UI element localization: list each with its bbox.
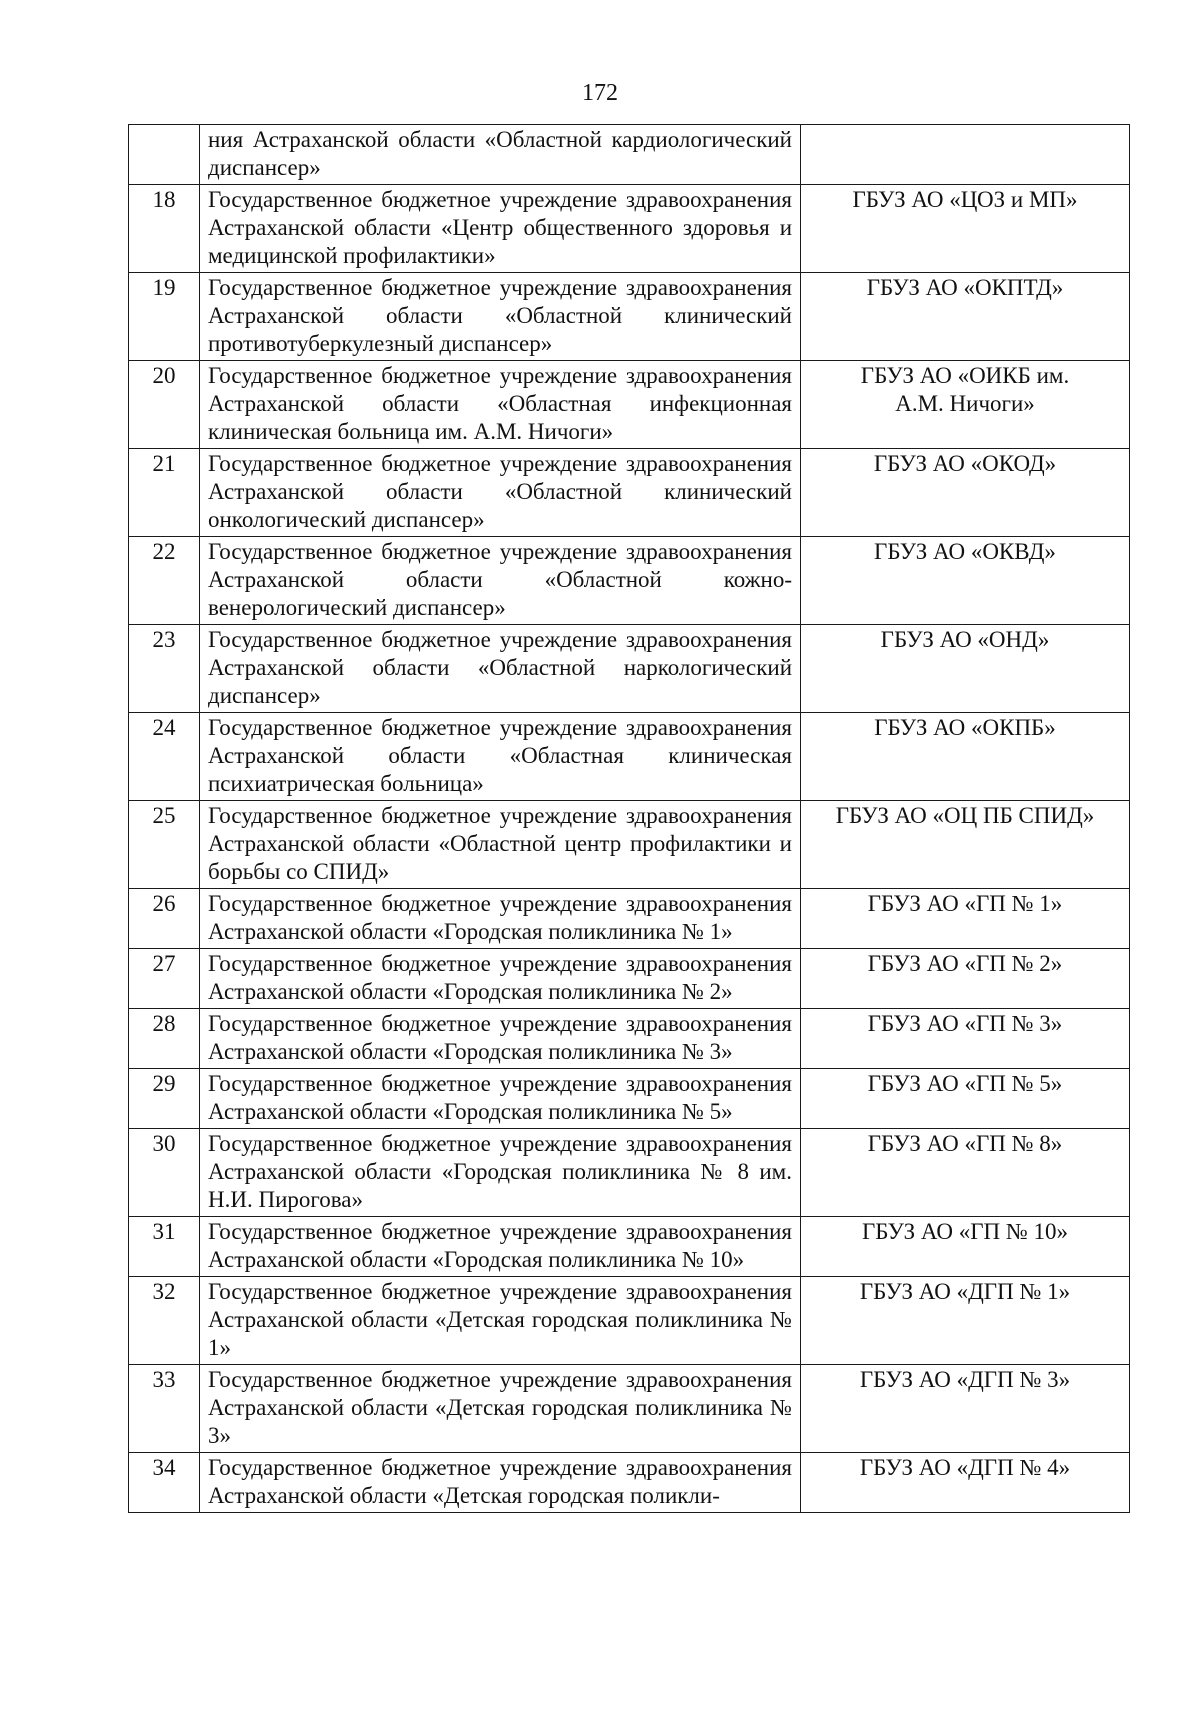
institution-abbreviation	[801, 713, 1130, 801]
row-number: 34	[129, 1453, 200, 1513]
institution-name: Государственное бюджетное учреждение здравоохранения Астраханской области «Детская городская поликлиника № 1»	[200, 1277, 801, 1365]
institution-abbreviation	[801, 1365, 1130, 1453]
abbreviation-text: ГБУЗ АО «ГП № 1»	[867, 891, 1063, 916]
abbreviation-text: ГБУЗ АО «ОКПТД»	[866, 275, 1064, 300]
institution-name: Государственное бюджетное учреждение здравоохранения Астраханской области «Областной клинический онкологический диспансер»	[200, 449, 801, 537]
institution-name: Государственное бюджетное учреждение здравоохранения Астраханской области «Детская городская поликли-	[200, 1453, 801, 1513]
table-row	[129, 949, 1130, 1009]
row-number: 22	[129, 537, 200, 625]
institution-abbreviation	[801, 125, 1130, 185]
institution-abbreviation	[801, 185, 1130, 273]
abbreviation-text: ГБУЗ АО «ОИКБ им. А.М. Ничоги»	[860, 363, 1070, 416]
institution-abbreviation	[801, 361, 1130, 449]
institution-abbreviation	[801, 537, 1130, 625]
institution-name: ния Астраханской области «Областной кардиологический диспансер»	[200, 125, 801, 185]
institution-abbreviation	[801, 1217, 1130, 1277]
abbreviation-text: ГБУЗ АО «ОКВД»	[874, 539, 1056, 564]
institution-abbreviation	[801, 273, 1130, 361]
abbreviation-text: ГБУЗ АО «ОНД»	[880, 627, 1050, 652]
row-number	[129, 125, 200, 185]
table-row	[129, 1069, 1130, 1129]
abbreviation-text: ГБУЗ АО «ДГП № 3»	[859, 1367, 1071, 1392]
institution-abbreviation	[801, 625, 1130, 713]
table-row	[129, 185, 1130, 273]
table-row	[129, 889, 1130, 949]
institution-abbreviation	[801, 801, 1130, 889]
row-number: 32	[129, 1277, 200, 1365]
abbreviation-text: ГБУЗ АО «ЦОЗ и МП»	[852, 187, 1078, 212]
abbreviation-text: ГБУЗ АО «ДГП № 1»	[859, 1279, 1071, 1304]
row-number: 29	[129, 1069, 200, 1129]
table-row	[129, 273, 1130, 361]
institutions-table-body	[129, 125, 1130, 1513]
institution-name: Государственное бюджетное учреждение здравоохранения Астраханской области «Областной наркологический диспансер»	[200, 625, 801, 713]
row-number: 30	[129, 1129, 200, 1217]
institution-name: Государственное бюджетное учреждение здравоохранения Астраханской области «Областная клиническая психиатрическая больница»	[200, 713, 801, 801]
institution-name: Государственное бюджетное учреждение здравоохранения Астраханской области «Городская поликлиника № 10»	[200, 1217, 801, 1277]
row-number: 28	[129, 1009, 200, 1069]
abbreviation-text: ГБУЗ АО «ГП № 10»	[861, 1219, 1069, 1244]
abbreviation-text: ГБУЗ АО «ГП № 8»	[867, 1131, 1063, 1156]
abbreviation-text: ГБУЗ АО «ОЦ ПБ СПИД»	[835, 803, 1095, 828]
institution-abbreviation	[801, 1453, 1130, 1513]
row-number: 33	[129, 1365, 200, 1453]
table-row	[129, 713, 1130, 801]
row-number: 21	[129, 449, 200, 537]
row-number: 18	[129, 185, 200, 273]
row-number: 19	[129, 273, 200, 361]
institution-name: Государственное бюджетное учреждение здравоохранения Астраханской области «Городская поликлиника № 5»	[200, 1069, 801, 1129]
institution-name: Государственное бюджетное учреждение здравоохранения Астраханской области «Областной центр профилактики и борьбы со СПИД»	[200, 801, 801, 889]
table-row	[129, 449, 1130, 537]
abbreviation-text: ГБУЗ АО «ГП № 3»	[867, 1011, 1063, 1036]
table-row	[129, 1365, 1130, 1453]
abbreviation-text: ГБУЗ АО «ОКПБ»	[874, 715, 1056, 740]
institution-name: Государственное бюджетное учреждение здравоохранения Астраханской области «Городская поликлиника № 2»	[200, 949, 801, 1009]
institution-name: Государственное бюджетное учреждение здравоохранения Астраханской области «Областная инфекционная клиническая больница им. А.М. Ничоги»	[200, 361, 801, 449]
abbreviation-text: ГБУЗ АО «ГП № 5»	[867, 1071, 1063, 1096]
abbreviation-text: ГБУЗ АО «ОКОД»	[873, 451, 1057, 476]
row-number: 23	[129, 625, 200, 713]
row-number: 31	[129, 1217, 200, 1277]
row-number: 25	[129, 801, 200, 889]
table-row	[129, 537, 1130, 625]
institution-name: Государственное бюджетное учреждение здравоохранения Астраханской области «Городская поликлиника № 8 им. Н.И. Пирогова»	[200, 1129, 801, 1217]
table-row	[129, 625, 1130, 713]
abbreviation-text: ГБУЗ АО «ГП № 2»	[867, 951, 1063, 976]
table-row	[129, 1277, 1130, 1365]
row-number: 24	[129, 713, 200, 801]
row-number: 27	[129, 949, 200, 1009]
institution-abbreviation	[801, 1129, 1130, 1217]
institution-abbreviation	[801, 449, 1130, 537]
table-row	[129, 1453, 1130, 1513]
institution-name: Государственное бюджетное учреждение здравоохранения Астраханской области «Областной клинический противотуберкулезный диспансер»	[200, 273, 801, 361]
institution-name: Государственное бюджетное учреждение здравоохранения Астраханской области «Городская поликлиника № 1»	[200, 889, 801, 949]
table-row	[129, 1009, 1130, 1069]
row-number: 26	[129, 889, 200, 949]
row-number: 20	[129, 361, 200, 449]
institution-abbreviation	[801, 949, 1130, 1009]
institution-name: Государственное бюджетное учреждение здравоохранения Астраханской области «Городская поликлиника № 3»	[200, 1009, 801, 1069]
institution-name: Государственное бюджетное учреждение здравоохранения Астраханской области «Центр общественного здоровья и медицинской профилактики»	[200, 185, 801, 273]
institution-abbreviation	[801, 889, 1130, 949]
table-row	[129, 801, 1130, 889]
table-row	[129, 1129, 1130, 1217]
institution-name: Государственное бюджетное учреждение здравоохранения Астраханской области «Областной кожно-венерологический диспансер»	[200, 537, 801, 625]
institution-name: Государственное бюджетное учреждение здравоохранения Астраханской области «Детская городская поликлиника № 3»	[200, 1365, 801, 1453]
institution-abbreviation	[801, 1277, 1130, 1365]
abbreviation-text: ГБУЗ АО «ДГП № 4»	[859, 1455, 1071, 1480]
institution-abbreviation	[801, 1009, 1130, 1069]
institutions-table	[128, 124, 1130, 1513]
table-row	[129, 125, 1130, 185]
table-row	[129, 361, 1130, 449]
institution-abbreviation	[801, 1069, 1130, 1129]
table-row	[129, 1217, 1130, 1277]
page-number: 172	[582, 80, 618, 106]
